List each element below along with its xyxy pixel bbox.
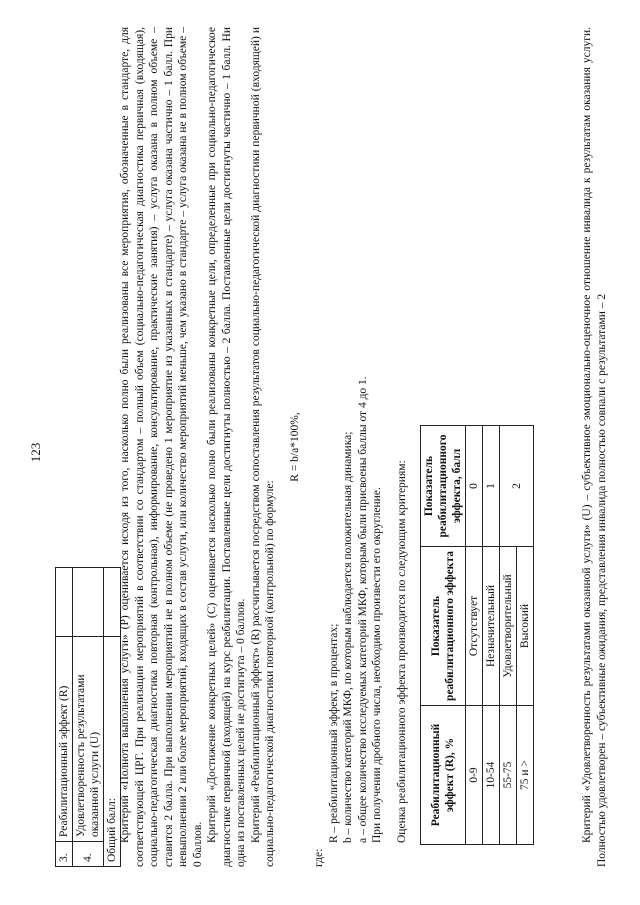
cell: Незначительный	[483, 547, 500, 706]
table-row	[56, 568, 73, 867]
definition-a: a – общее количество исследуемых категорий МКФ, которым были присвоены баллы от 4 до 1.	[356, 376, 369, 843]
score-table	[55, 567, 121, 867]
header-cell: Показатель реабилитационного эффекта, балл	[421, 426, 466, 547]
cell: 0-9	[466, 706, 483, 845]
cell: 2	[500, 426, 534, 547]
cell: Высокий	[517, 547, 534, 706]
paragraph-rehab-effect: Критерий «Реабилитационный эффект» (R) рассчитывается посредством сопоставления результатов социально-педагогической диагностики первичной (входящей) и социально-педагогической диагностики повторной (контрольной) по формуле:	[249, 27, 276, 867]
definition-b: b – количество категорий МКФ, по которым наблюдается положительная динамика;	[342, 431, 354, 843]
cell: Отсутствует	[466, 547, 483, 706]
rounding-note: При получении дробного числа, необходимо произвести его округление.	[371, 487, 383, 843]
row-label: Реабилитационный эффект (R)	[56, 637, 73, 842]
body-text	[118, 27, 409, 867]
row-number: 4.	[73, 842, 104, 867]
cell: 1	[483, 426, 500, 547]
table-row	[500, 426, 517, 845]
cell: 0	[466, 426, 483, 547]
where-label: где:	[313, 848, 325, 867]
row-number: 3.	[56, 842, 73, 867]
table-row	[483, 426, 500, 845]
row-value	[73, 568, 104, 637]
cell: Удовлетворительный	[500, 547, 517, 706]
table-row	[73, 568, 104, 867]
formula: R = b/a*100%,	[288, 412, 301, 482]
row-label: Удовлетворенность результатами оказанной услуги (U)	[73, 637, 104, 842]
table-header-row	[421, 426, 466, 845]
table-row	[466, 426, 483, 845]
bottom-text	[580, 27, 609, 867]
header-cell: Реабилитационный эффект (R), %	[421, 706, 466, 845]
row-value	[56, 568, 73, 637]
cell: 75 и >	[517, 706, 534, 845]
cell: 10-54	[483, 706, 500, 845]
paragraph-goals: Критерий «Достижение конкретных целей» (C) оценивается насколько полно были реализованы конкретные цели, определенные при социально-педагогическое диагностике первичной (входящей) на курс реабилитации. Поставленные цели достигнуты полностью – 2 балла. Поставленные цели достигнуты частично – 1 балл. Ни одна из поставленных целей не достигнута – 0 баллов.	[206, 27, 247, 867]
total-label: Общий балл:	[104, 637, 121, 867]
evaluation-table	[420, 425, 534, 845]
paragraph-satisfaction: Критерий «Удовлетворенность результатами оказанной услуги» (U) – субъективное эмоционально-оценочное отношение инвалида к результатам оказания услуги. Полностью удовлетворен – субъективные ожидания, представления инвалида полностью совпали с результатами – 2	[581, 27, 608, 867]
cell: 55-75	[500, 706, 517, 845]
definition-r: R – реабилитационный эффект, в процентах;	[327, 623, 340, 843]
page-number: 123	[28, 442, 43, 463]
eval-intro: Оценка реабилитационного эффекта производится по следующим критериям:	[395, 460, 408, 843]
paragraph-completeness: Критерий «Полнота выполнения услуги» (P) оценивается исходя из того, насколько полно были реализованы все мероприятия, обозначенные в стандарте, для соответствующей ЦРГ. При реализации мероприятий в соответствии со стандартом – полный объем (социально-педагогическая диагностика первичная (входящая), социально-педагогическая диагностика повторная (контрольная), информирование, консультирование, практические занятия) – услуга оказана в полном объеме – ставится 2 балла. При выполнении мероприятий не в полном объеме (не проведено 1 мероприятие из указанных в стандарте) – услуга оказана частично – 1 балл. При невыполнении 2 или более мероприятий, входящих в состав услуги, или количество мероприятий меньше, чем указано в стандарте – услуга оказана не в полном объеме – 0 баллов.	[119, 27, 204, 867]
header-cell: Показатель реабилитационного эффекта	[421, 547, 466, 706]
